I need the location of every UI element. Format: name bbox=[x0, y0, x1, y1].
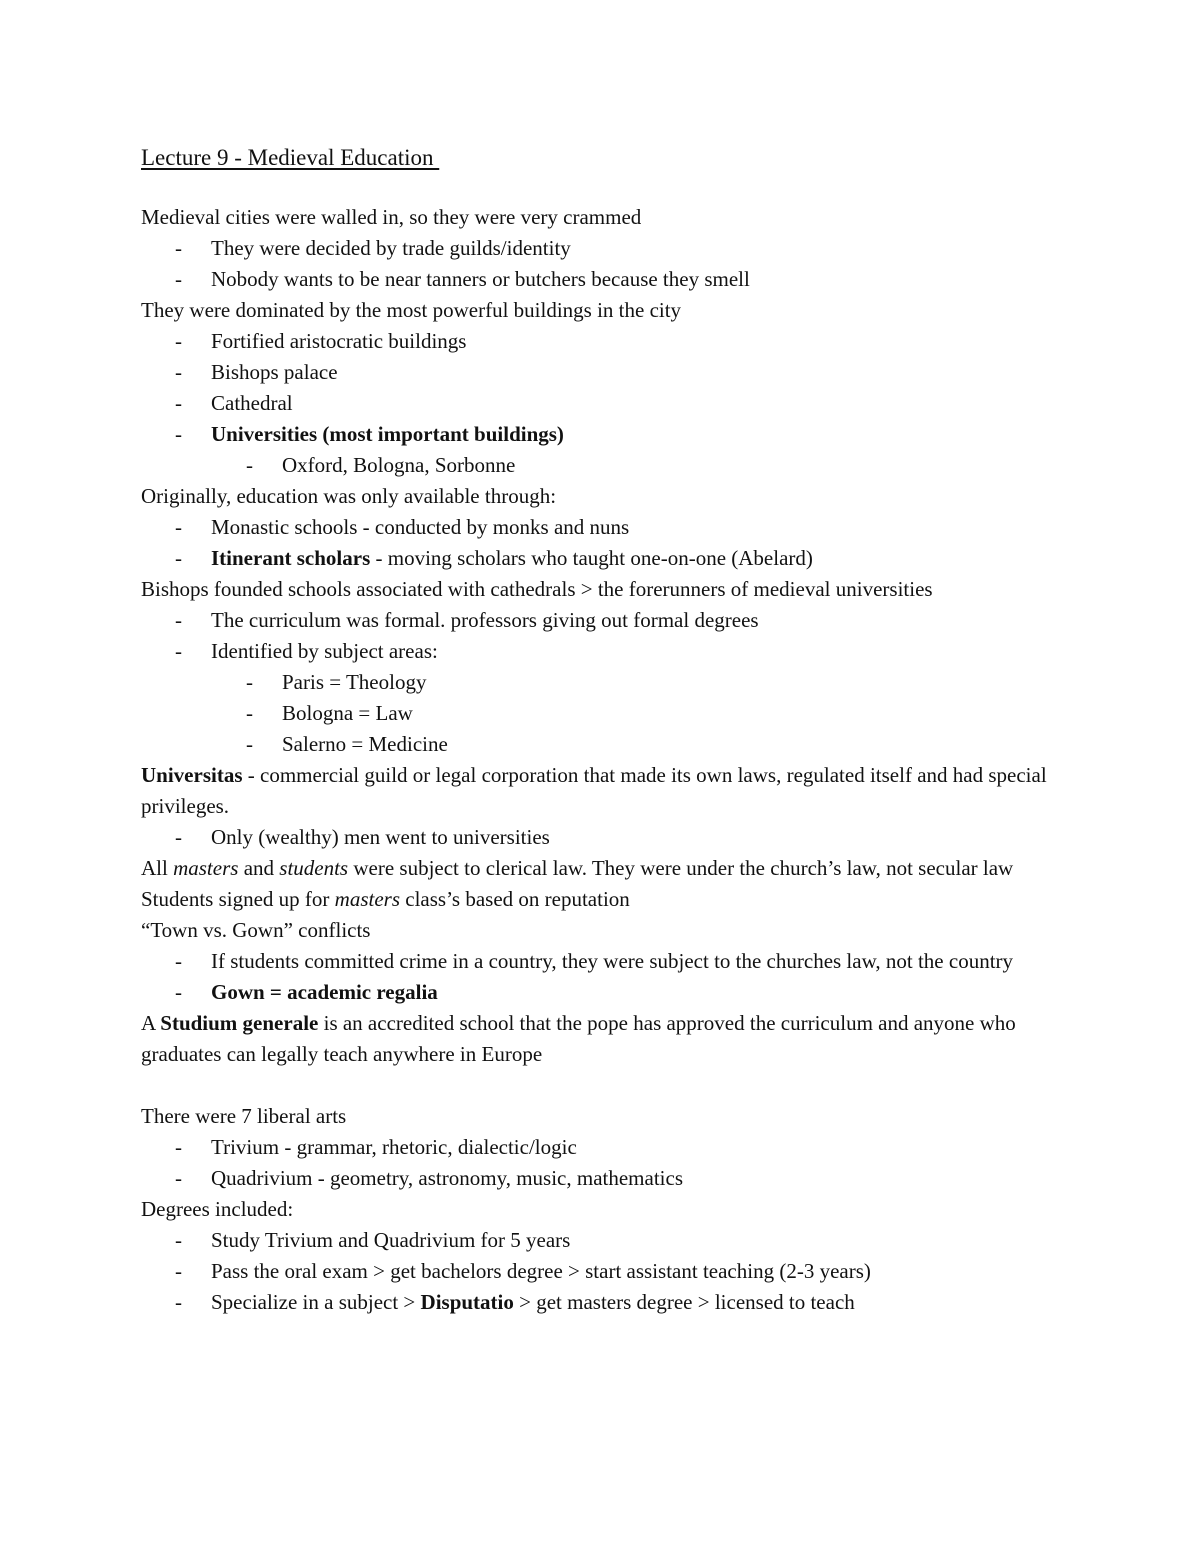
bullet-dash: - bbox=[246, 701, 253, 725]
note-line: Universitas - commercial guild or legal corporation that made its own laws, regulated itself and had special privileges. bbox=[141, 763, 1047, 818]
note-line: All masters and students were subject to clerical law. They were under the church’s law, not secular law bbox=[141, 856, 1014, 880]
bullet-dash: - bbox=[175, 1290, 182, 1314]
bullet-item: - Universities (most important buildings) bbox=[141, 419, 1061, 450]
bullet-dash: - bbox=[246, 670, 253, 694]
bullet-dash: - bbox=[175, 949, 182, 973]
bullet-dash: - bbox=[175, 1259, 182, 1283]
bullet-item: - Bishops palace bbox=[141, 357, 1061, 388]
bullet-dash: - bbox=[175, 422, 182, 446]
bullet-dash: - bbox=[175, 391, 182, 415]
page-title: Lecture 9 - Medieval Education bbox=[141, 145, 440, 170]
bullet-dash: - bbox=[246, 453, 253, 477]
bullet-dash: - bbox=[175, 360, 182, 384]
note-line: There were 7 liberal arts bbox=[141, 1104, 347, 1128]
bullet-dash: - bbox=[175, 1135, 182, 1159]
note-line: They were dominated by the most powerful buildings in the city bbox=[141, 298, 682, 322]
bullet-dash: - bbox=[175, 515, 182, 539]
bullet-item: - Fortified aristocratic buildings bbox=[141, 326, 1061, 357]
bullet-item: - Gown = academic regalia bbox=[141, 977, 1061, 1008]
bullet-dash: - bbox=[175, 329, 182, 353]
bullet-item: - Only (wealthy) men went to universities bbox=[141, 822, 1061, 853]
bullet-item: - Nobody wants to be near tanners or butchers because they smell bbox=[141, 264, 1061, 295]
bullet-dash: - bbox=[175, 608, 182, 632]
note-line: A Studium generale is an accredited school that the pope has approved the curriculum and anyone who graduates can legally teach anywhere in Europe bbox=[141, 1011, 1016, 1066]
blank-line bbox=[141, 1070, 1061, 1101]
bullet-dash: - bbox=[175, 1228, 182, 1252]
bullet-item: - The curriculum was formal. professors giving out formal degrees bbox=[141, 605, 1061, 636]
bullet-item: - Cathedral bbox=[141, 388, 1061, 419]
bullet-item: - Quadrivium - geometry, astronomy, music, mathematics bbox=[141, 1163, 1061, 1194]
bullet-dash: - bbox=[175, 825, 182, 849]
bullet-item: - Itinerant scholars - moving scholars who taught one-on-one (Abelard) bbox=[141, 543, 1061, 574]
bullet-item: - They were decided by trade guilds/identity bbox=[141, 233, 1061, 264]
bullet-item: - Trivium - grammar, rhetoric, dialectic/logic bbox=[141, 1132, 1061, 1163]
bullet-item: - Specialize in a subject > Disputatio > get masters degree > licensed to teach bbox=[141, 1287, 1061, 1318]
note-line: Degrees included: bbox=[141, 1197, 294, 1221]
bullet-item: - If students committed crime in a country, they were subject to the churches law, not the country bbox=[141, 946, 1061, 977]
note-line: Students signed up for masters class’s based on reputation bbox=[141, 887, 630, 911]
note-line: Medieval cities were walled in, so they were very crammed bbox=[141, 205, 642, 229]
bullet-dash: - bbox=[175, 639, 182, 663]
sub-bullet-item: - Bologna = Law bbox=[141, 698, 1061, 729]
bullet-item: - Identified by subject areas: bbox=[141, 636, 1061, 667]
bullet-item: - Pass the oral exam > get bachelors degree > start assistant teaching (2-3 years) bbox=[141, 1256, 1061, 1287]
bullet-dash: - bbox=[175, 546, 182, 570]
sub-bullet-item: - Salerno = Medicine bbox=[141, 729, 1061, 760]
bullet-item: - Monastic schools - conducted by monks and nuns bbox=[141, 512, 1061, 543]
bullet-dash: - bbox=[175, 980, 182, 1004]
bullet-dash: - bbox=[175, 1166, 182, 1190]
sub-bullet-item: - Paris = Theology bbox=[141, 667, 1061, 698]
note-line: Bishops founded schools associated with cathedrals > the forerunners of medieval universities bbox=[141, 577, 933, 601]
note-line: Originally, education was only available through: bbox=[141, 484, 557, 508]
bullet-dash: - bbox=[175, 267, 182, 291]
bullet-item: - Study Trivium and Quadrivium for 5 years bbox=[141, 1225, 1061, 1256]
note-line: “Town vs. Gown” conflicts bbox=[141, 918, 371, 942]
bullet-dash: - bbox=[246, 732, 253, 756]
sub-bullet-item: - Oxford, Bologna, Sorbonne bbox=[141, 450, 1061, 481]
document-page bbox=[141, 141, 1061, 1318]
bullet-dash: - bbox=[175, 236, 182, 260]
